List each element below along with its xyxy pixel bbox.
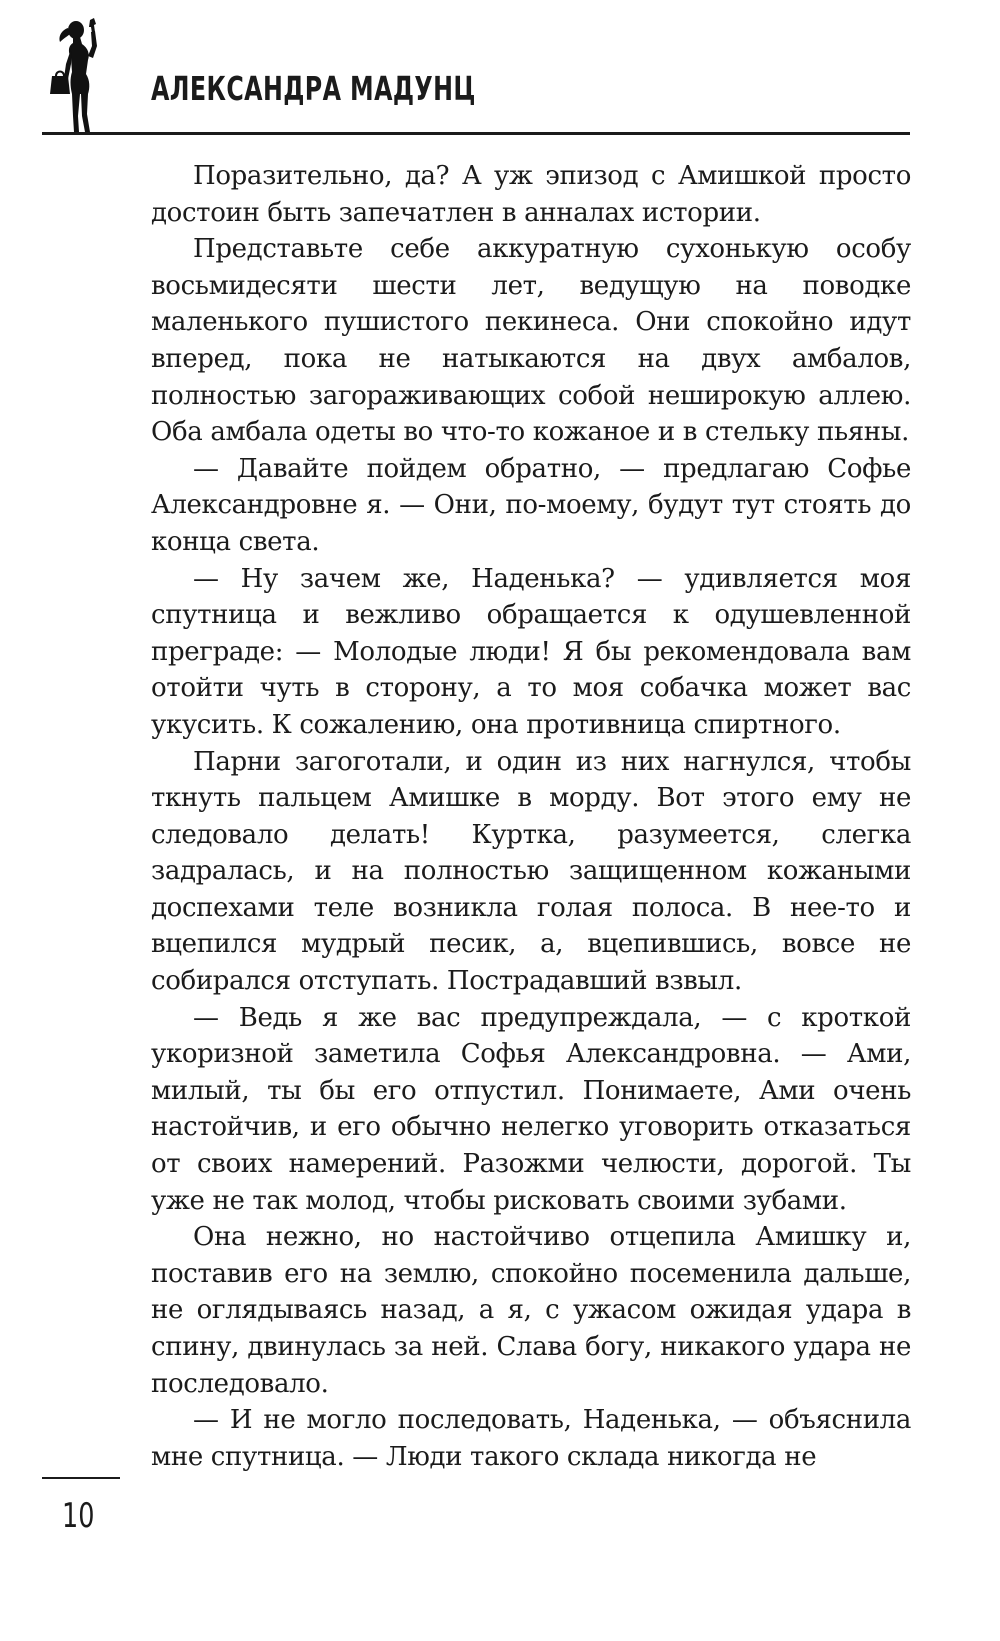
paragraph: Поразительно, да? А уж эпизод с Амишкой просто достоин быть запечатлен в анналах истории.	[151, 161, 911, 228]
woman-silhouette-with-pistol-icon	[38, 16, 120, 134]
paragraph: — И не могло последовать, Наденька, — объяснила мне спутница. — Люди такого склада никогда не	[151, 1405, 911, 1472]
page-number: 10	[62, 1496, 95, 1536]
header-divider	[42, 132, 910, 135]
footer-divider	[42, 1477, 120, 1479]
paragraph: Парни загоготали, и один из них нагнулся, чтобы ткнуть пальцем Амишке в морду. Вот этого ему не следовало делать! Куртка, разумеется, слегка задралась, и на полностью защищенном кожаными доспехами теле возникла голая полоса. В нее-то и вцепился мудрый песик, а, вцепившись, вовсе не собирался отступать. Пострадавший взвыл.	[151, 746, 911, 997]
paragraph: — Ну зачем же, Наденька? — удивляется моя спутница и вежливо обращается к одушевленной преграде: — Молодые люди! Я бы рекомендовала вам отойти чуть в сторону, а то моя собачка может вас укусить. К сожалению, она противница спиртного.	[151, 563, 911, 740]
paragraph: — Ведь я же вас предупреждала, — с кроткой укоризной заметила Софья Александровна. — Ами, милый, ты бы его отпустил. Понимаете, Ами очень настойчив, и его обычно нелегко уговорить отказаться от своих намерений. Разожми челюсти, дорогой. Ты уже не так молод, чтобы рисковать своими зубами.	[151, 1002, 911, 1216]
paragraph: Она нежно, но настойчиво отцепила Амишку и, поставив его на землю, спокойно посеменила дальше, не оглядываясь назад, а я, с ужасом ожидая удара в спину, двинулась за ней. Слава богу, никакого удара не последовало.	[151, 1222, 911, 1399]
body-text	[151, 158, 911, 1475]
paragraph: — Давайте пойдем обратно, — предлагаю Софье Александровне я. — Они, по-моему, будут тут стоять до конца света.	[151, 453, 911, 557]
author-name: АЛЕКСАНДРА МАДУНЦ	[151, 69, 476, 108]
paragraph: Представьте себе аккуратную сухонькую особу восьмидесяти шести лет, ведущую на поводке маленького пушистого пекинеса. Они спокойно идут вперед, пока не натыкаются на двух амбалов, полностью загораживающих собой неширокую аллею. Оба амбала одеты во что-то кожаное и в стельку пьяны.	[151, 234, 911, 448]
